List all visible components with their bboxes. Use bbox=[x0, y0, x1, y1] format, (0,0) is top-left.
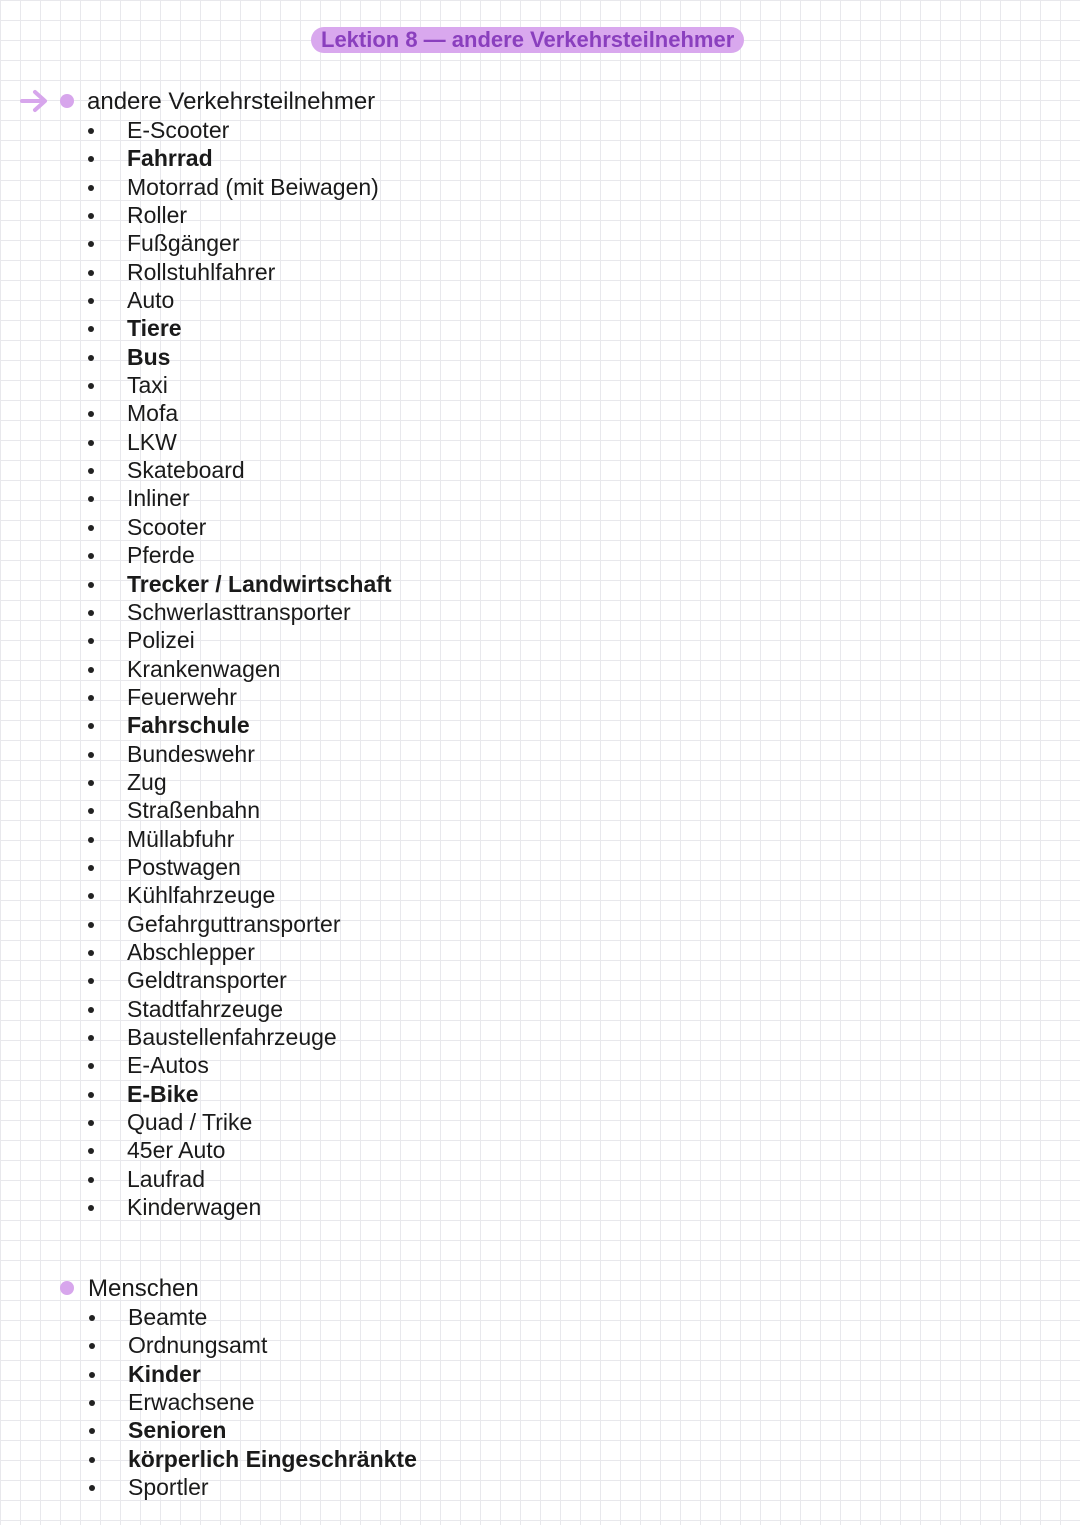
bullet-icon bbox=[88, 922, 94, 928]
list-item-label: Kinderwagen bbox=[127, 1194, 262, 1221]
bullet-icon bbox=[88, 808, 94, 814]
bullet-dot-icon bbox=[60, 94, 74, 108]
list-item-label: Krankenwagen bbox=[127, 655, 281, 682]
bullet-icon bbox=[89, 1428, 95, 1434]
bullet-icon bbox=[88, 1205, 94, 1211]
bullet-icon bbox=[88, 496, 94, 502]
list-item-label: Scooter bbox=[127, 513, 207, 540]
list-item-label: E-Scooter bbox=[127, 117, 230, 143]
bullet-icon bbox=[88, 553, 94, 559]
list-item-label: Feuerwehr bbox=[127, 683, 237, 710]
arrow-right-icon bbox=[20, 89, 50, 113]
bullet-icon bbox=[88, 383, 94, 389]
list-item-label: Laufrad bbox=[127, 1165, 206, 1192]
list-item-label: Kühlfahrzeuge bbox=[127, 882, 276, 909]
list-item-label: Pferde bbox=[127, 542, 195, 569]
list-item-label: Skateboard bbox=[127, 457, 245, 484]
bullet-icon bbox=[88, 326, 94, 332]
bullet-icon bbox=[89, 1315, 95, 1321]
bullet-icon bbox=[89, 1400, 95, 1406]
list-item-label: Erwachsene bbox=[128, 1389, 255, 1416]
list-item-label: Zug bbox=[127, 768, 167, 795]
bullet-icon bbox=[89, 1485, 95, 1491]
list-item-label: Motorrad (mit Beiwagen) bbox=[127, 173, 379, 200]
list-item-label: Bundeswehr bbox=[127, 740, 255, 767]
bullet-icon bbox=[88, 780, 94, 786]
bullet-icon bbox=[88, 610, 94, 616]
bullet-icon bbox=[88, 1007, 94, 1013]
bullet-icon bbox=[88, 582, 94, 588]
list-item-label: Sportler bbox=[128, 1474, 209, 1501]
bullet-dot-icon bbox=[60, 1281, 74, 1295]
list-item-label: Abschlepper bbox=[127, 938, 255, 965]
list-item-label: Baustellenfahrzeuge bbox=[127, 1024, 337, 1050]
list-item-label: Ordnungsamt bbox=[128, 1332, 268, 1359]
list-item-label: E-Autos bbox=[127, 1052, 209, 1079]
list-item-label: LKW bbox=[127, 428, 177, 455]
bullet-icon bbox=[88, 950, 94, 956]
bullet-icon bbox=[88, 752, 94, 758]
list-item-label: Auto bbox=[127, 287, 175, 314]
list-item-label: Postwagen bbox=[127, 853, 241, 880]
list-item-label: Straßenbahn bbox=[127, 797, 260, 824]
list-item-label: Polizei bbox=[127, 627, 195, 654]
bullet-icon bbox=[88, 1035, 94, 1041]
bullet-icon bbox=[88, 723, 94, 729]
bullet-icon bbox=[88, 1092, 94, 1098]
list-item-label: Rollstuhlfahrer bbox=[127, 258, 276, 285]
bullet-icon bbox=[88, 185, 94, 191]
bullet-icon bbox=[88, 270, 94, 276]
section-title-people: Menschen bbox=[88, 1275, 199, 1302]
bullet-icon bbox=[88, 1120, 94, 1126]
bullet-icon bbox=[88, 1177, 94, 1183]
list-item-label: Kinder bbox=[128, 1360, 201, 1387]
bullet-icon bbox=[88, 440, 94, 446]
bullet-icon bbox=[88, 893, 94, 899]
bullet-icon bbox=[88, 837, 94, 843]
bullet-icon bbox=[89, 1372, 95, 1378]
list-item-label: E-Bike bbox=[127, 1080, 199, 1107]
bullet-icon bbox=[88, 695, 94, 701]
bullet-icon bbox=[88, 667, 94, 673]
list-item-label: Fahrschule bbox=[127, 712, 250, 739]
bullet-icon bbox=[88, 213, 94, 219]
list-item-label: 45er Auto bbox=[127, 1137, 226, 1164]
list-item-label: Tiere bbox=[127, 315, 182, 342]
list-item-label: Schwerlasttransporter bbox=[127, 598, 351, 625]
list-item-label: Geldtransporter bbox=[127, 967, 287, 994]
bullet-icon bbox=[88, 638, 94, 644]
bullet-icon bbox=[88, 355, 94, 361]
list-item-label: Beamte bbox=[128, 1304, 208, 1330]
bullet-icon bbox=[89, 1457, 95, 1463]
list-item-label: Quad / Trike bbox=[127, 1109, 253, 1136]
bullet-icon bbox=[88, 128, 94, 134]
list-item-label: Inliner bbox=[127, 485, 190, 512]
bullet-icon bbox=[88, 865, 94, 871]
bullet-icon bbox=[88, 156, 94, 162]
bullet-icon bbox=[88, 241, 94, 247]
bullet-icon bbox=[88, 1148, 94, 1154]
list-item-label: Senioren bbox=[128, 1417, 227, 1444]
bullet-icon bbox=[88, 978, 94, 984]
list-item-label: Mofa bbox=[127, 400, 179, 427]
list-item-label: Bus bbox=[127, 343, 171, 370]
list-item-label: Fahrrad bbox=[127, 145, 213, 172]
bullet-icon bbox=[88, 298, 94, 304]
bullet-icon bbox=[89, 1343, 95, 1349]
list-item-label: Müllabfuhr bbox=[127, 825, 235, 852]
list-item-label: Roller bbox=[127, 202, 188, 229]
list-item-label: körperlich Eingeschränkte bbox=[128, 1445, 417, 1472]
bullet-icon bbox=[88, 1063, 94, 1069]
list-item-label: Trecker / Landwirtschaft bbox=[127, 570, 392, 597]
bullet-icon bbox=[88, 525, 94, 531]
list-item-label: Taxi bbox=[127, 372, 168, 399]
section-title-vehicles: andere Verkehrsteilnehmer bbox=[87, 88, 376, 115]
bullet-icon bbox=[88, 468, 94, 474]
page-title: Lektion 8 — andere Verkehrsteilnehmer bbox=[311, 27, 744, 53]
list-item-label: Fußgänger bbox=[127, 230, 240, 257]
bullet-icon bbox=[88, 411, 94, 417]
list-item-label: Stadtfahrzeuge bbox=[127, 995, 284, 1022]
list-item-label: Gefahrguttransporter bbox=[127, 910, 341, 937]
